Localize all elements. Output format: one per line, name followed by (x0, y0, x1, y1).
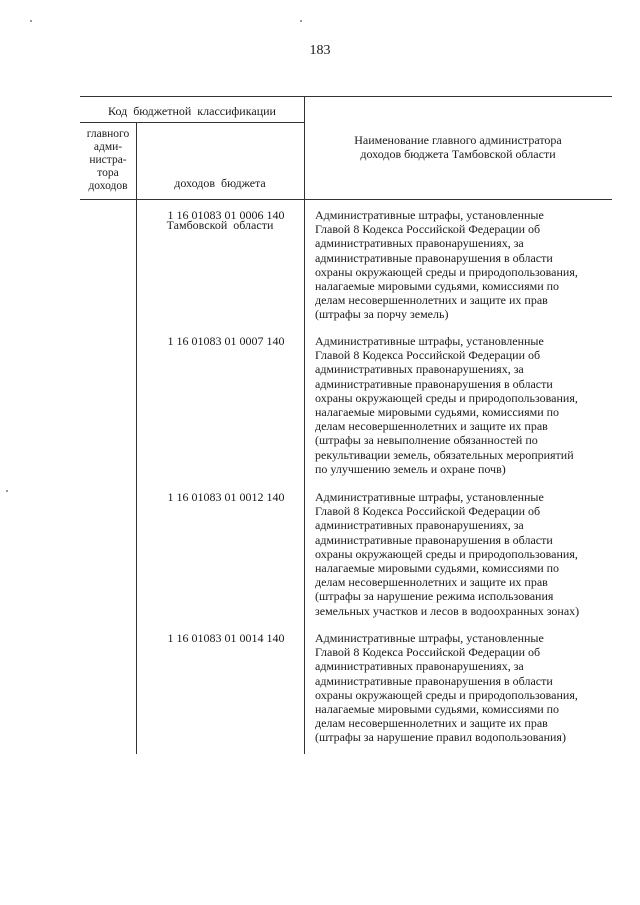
header-col-administrator-code: главного адми- нистра- тора доходов (86, 128, 130, 192)
header-col-revenue-code: доходов бюджета Тамбовской области (166, 176, 274, 232)
row-description: Административные штрафы, установленные Главой 8 Кодекса Российской Федерации об административных правонарушениях, за административные правонарушения в области охраны окружающей среды и природопользования, налагаемые мировыми судьями, комиссиями по делам несовершеннолетних и защите их прав (штрафы за невыполнение обязанностей по рекультивации земель, обязательных мероприятий по улучшению земель и охране почв) (315, 334, 578, 476)
scan-speck (30, 20, 32, 22)
scan-speck (300, 20, 302, 22)
scan-speck (6, 490, 8, 492)
row-code: 1 16 01083 01 0012 140 (167, 490, 285, 504)
group-header-underline (80, 122, 304, 123)
row-description: Административные штрафы, установленные Главой 8 Кодекса Российской Федерации об административных правонарушениях, за административные правонарушения в области охраны окружающей среды и природопользования, налагаемые мировыми судьями, комиссиями по делам несовершеннолетних и защите их прав (штрафы за нарушение режима использования земельных участков и лесов в водоохранных зонах) (315, 490, 580, 618)
row-code: 1 16 01083 01 0014 140 (167, 631, 285, 645)
row-description: Административные штрафы, установленные Главой 8 Кодекса Российской Федерации об административных правонарушениях, за административные правонарушения в области охраны окружающей среды и природопользования, налагаемые мировыми судьями, комиссиями по делам несовершеннолетних и защите их прав (штрафы за порчу земель) (315, 208, 578, 322)
row-code: 1 16 01083 01 0006 140 (167, 208, 285, 222)
header-col-name: Наименование главного администратора доходов бюджета Тамбовской области (354, 133, 562, 161)
table-top-border (80, 96, 612, 97)
row-description: Административные штрафы, установленные Главой 8 Кодекса Российской Федерации об административных правонарушениях, за административные правонарушения в области охраны окружающей среды и природопользования, налагаемые мировыми судьями, комиссиями по делам несовершеннолетних и защите их прав (штрафы за нарушение правил водопользования) (315, 631, 578, 745)
column-divider-2 (304, 96, 305, 754)
page-number: 183 (309, 43, 331, 58)
row-code: 1 16 01083 01 0007 140 (167, 334, 285, 348)
group-header: Код бюджетной классификации (108, 104, 276, 118)
